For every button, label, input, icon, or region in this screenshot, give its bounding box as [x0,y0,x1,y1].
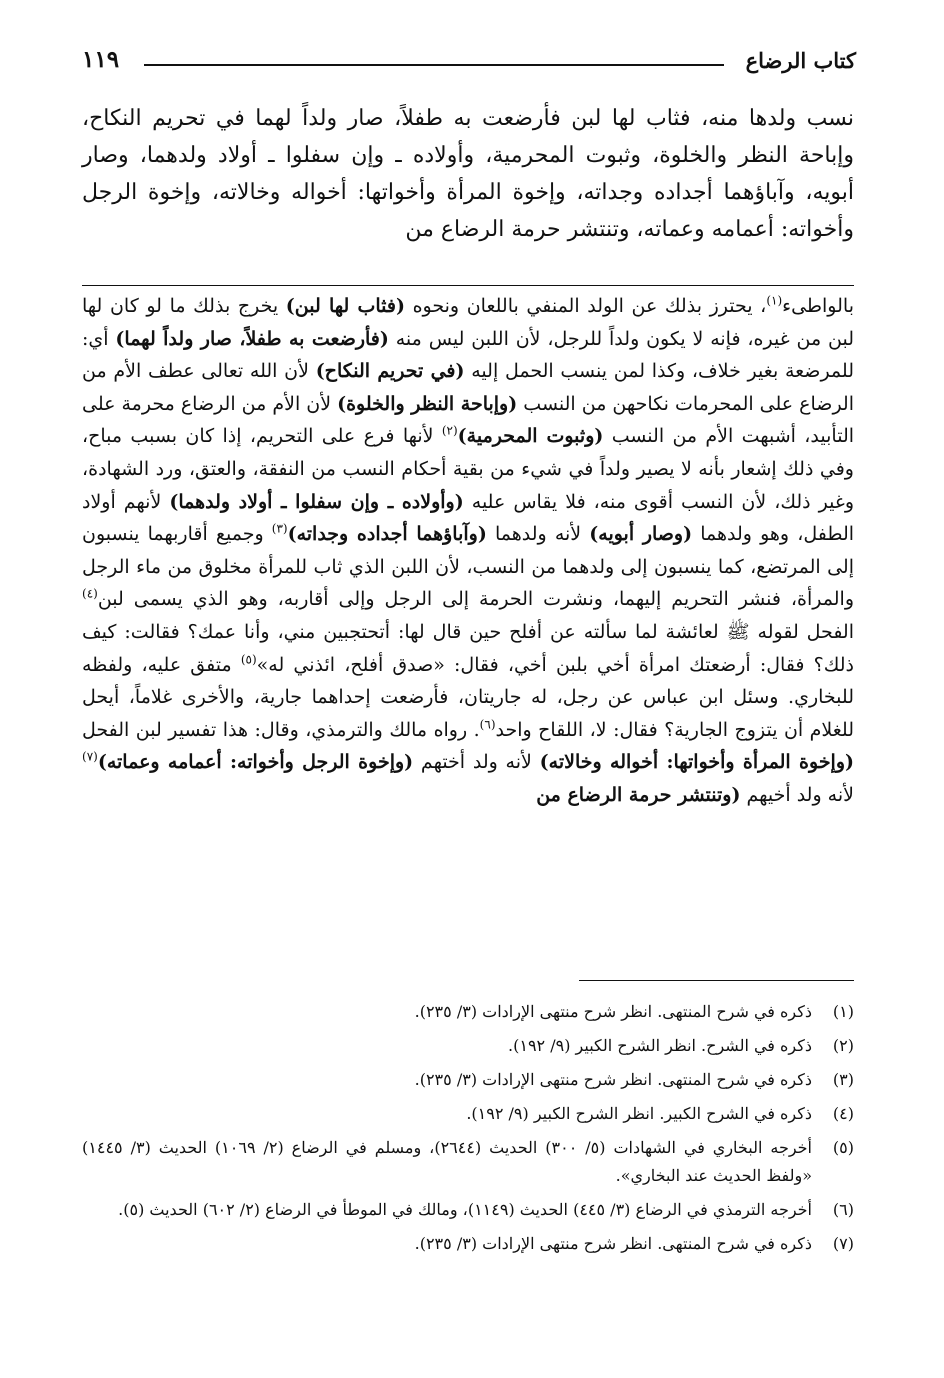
commentary-text: ، يحترز بذلك عن الولد المنفي باللعان ونحوه [412,295,767,317]
chapter-title: كتاب الرضاع [745,48,856,73]
footnote-text: أخرجه البخاري في الشهادات (٥/ ٣٠٠) الحديث (٢٦٤٤)، ومسلم في الرضاع (٢/ ١٠٦٩) الحديث (٣/ ١٤٤٥) «ولفظ الحديث عند البخاري». [82,1138,812,1185]
main-text: نسب ولدها منه، فثاب لها لبن فأرضعت به طفلاً، صار ولداً لهما في تحريم النكاح، وإباحة النظر والخلوة، وثبوت المحرمية، وأولاده ـ وإن سفلوا ـ أولاد ولدهما، وصار أبويه، وآباؤهما أجداده وجداته، وإخوة المرأة وأخواتها: أخواله وخالاته، وإخوة الرجل وأخواته: أعمامه وعماته، وتنتشر حرمة الرضاع من [82,106,854,242]
commentary-text: لأن الأم من الرضاع محرمة على التأبيد، أشبهت الأم من النسب [81,392,855,448]
footnote-text: ذكره في الشرح. انظر الشرح الكبير (٩/ ١٩٢). [508,1036,812,1055]
commentary-text: . رواه مالك والترمذي، وقال: هذا تفسير لبن الفحل [82,718,480,741]
quoted-matn: (وإباحة النظر والخلوة) [337,392,518,415]
footnote-ref: (٧) [82,749,98,764]
footnotes [82,998,854,1264]
quoted-matn: (وآباؤهما أجداده وجداته) [287,523,487,546]
footnote-item [82,1196,854,1224]
quoted-matn: (وتنتشر حرمة الرضاع من [536,783,741,806]
footnote-text: ذكره في شرح المنتهى. انظر شرح منتهى الإرادات (٣/ ٢٣٥). [414,1070,812,1089]
commentary-text: متفق عليه، ولفظه للبخاري. وسئل ابن عباس عن رجل، له جاريتان، فأرضعت إحداهما جارية، والأخرى غلاماً، أيحل للغلام أن يتزوج الجارية؟ فقال: لا، اللقاح واحد [82,653,855,741]
footnote-number: (٢) [832,1036,854,1055]
main-text-block [82,100,854,248]
footnote-ref: (٥) [240,652,257,667]
footnote-ref: (١) [766,293,783,308]
footnote-ref: (٣) [271,521,288,536]
quoted-matn: (وإخوة الرجل وأخواته: أعمامه وعماته) [97,751,414,774]
footnote-item [82,1134,854,1190]
quoted-matn: (وثبوت المحرمية) [457,425,604,448]
quoted-matn: (وإخوة المرأة وأخواتها: أخواله وخالاته) [539,751,855,774]
commentary-text: الفحل لقوله ﷺ لعائشة لما سألته عن أفلح حين قال لها: أتحتجبين مني، وأنا عمك؟ فقالت: كيف ذلك؟ فقال: أرضعتك امرأة أخي بلبن أخي، فقال: «صدق أفلح، ائذني له» [82,620,854,676]
footnote-text: ذكره في الشرح الكبير. انظر الشرح الكبير (٩/ ١٩٢). [466,1104,812,1123]
commentary-text: لأن الله تعالى عطف الأم من الرضاع على المحرمات نكاحهن من النسب [82,360,854,415]
quoted-matn: (فأرضعت به طفلاً، صار ولداً لهما) [115,327,389,350]
commentary-text: لأنه ولد أخيهم [746,783,854,806]
footnote-number: (١) [832,1002,854,1021]
commentary-text: لأنه ولد أختهم [420,751,532,774]
quoted-matn: (وصار أبويه) [589,523,693,546]
page-header [82,44,856,84]
commentary-block [82,290,854,812]
footnote-item [82,1230,854,1258]
footnote-number: (٧) [832,1234,854,1253]
footnote-text: أخرجه الترمذي في الرضاع (٣/ ٤٤٥) الحديث (١١٤٩)، ومالك في الموطأ في الرضاع (٢/ ٦٠٢) الحديث (٥). [118,1200,812,1219]
footnote-item [82,1032,854,1060]
footnote-item [82,1100,854,1128]
footnote-text: ذكره في شرح المنتهى. انظر شرح منتهى الإرادات (٣/ ٢٣٥). [414,1234,812,1253]
footnote-text: ذكره في شرح المنتهى. انظر شرح منتهى الإرادات (٣/ ٢٣٥). [414,1002,812,1021]
footnote-ref: (٤) [82,587,98,602]
commentary-text: لأنها فرع على التحريم، إذا كان بسبب مباح، وفي ذلك إشعار بأنه لا يصير ولداً في شيء من بقية أحكام النسب من النفقة، والعتق، ورد الشهادة، وغير ذلك، لأن النسب أقوى منه، فلا يقاس عليه [82,425,854,513]
quoted-matn: (وأولاده ـ وإن سفلوا ـ أولاد ولدهما) [169,490,464,513]
commentary-text: أي: للمرضعة بغير خلاف، وكذا لمن ينسب الحمل إليه [82,327,854,383]
commentary-text: يخرج بذلك ما لو كان لها لبن من غيره، فإنه لا يكون ولداً للرجل، لأن اللبن ليس منه [82,295,854,350]
quoted-matn: (في تحريم النكاح) [315,360,465,383]
commentary-text: لأنهم أولاد الطفل، وهو ولدهما [82,490,855,546]
footnote-number: (٥) [832,1138,854,1157]
footnote-ref: (٦) [479,717,496,732]
footnote-number: (٣) [832,1070,854,1089]
page-number: ١١٩ [82,46,120,73]
commentary-text: وجميع أقاربهما ينسبون إلى المرتضع، كما ينسبون إلى ولدهما من النسب، لأن اللبن الذي ثاب للمرأة مخلوق من ماء الرجل والمرأة، فنشر التحريم إليهما، ونشرت الحرمة إلى الرجل وإلى أقاربه، وهو الذي يسمى لبن [82,523,854,611]
footnote-number: (٦) [832,1200,854,1219]
footnote-item [82,998,854,1026]
commentary-paragraph [82,290,854,812]
footnote-number: (٤) [832,1104,854,1123]
footnote-separator [579,980,854,981]
quoted-matn: (فثاب لها لبن) [285,295,405,317]
commentary-text: لأنه ولدهما [494,523,582,546]
text-commentary-separator [82,285,854,286]
header-rule [144,64,724,66]
commentary-text: بالواطىء [782,295,854,317]
footnote-item [82,1066,854,1094]
footnote-ref: (٢) [441,424,458,439]
